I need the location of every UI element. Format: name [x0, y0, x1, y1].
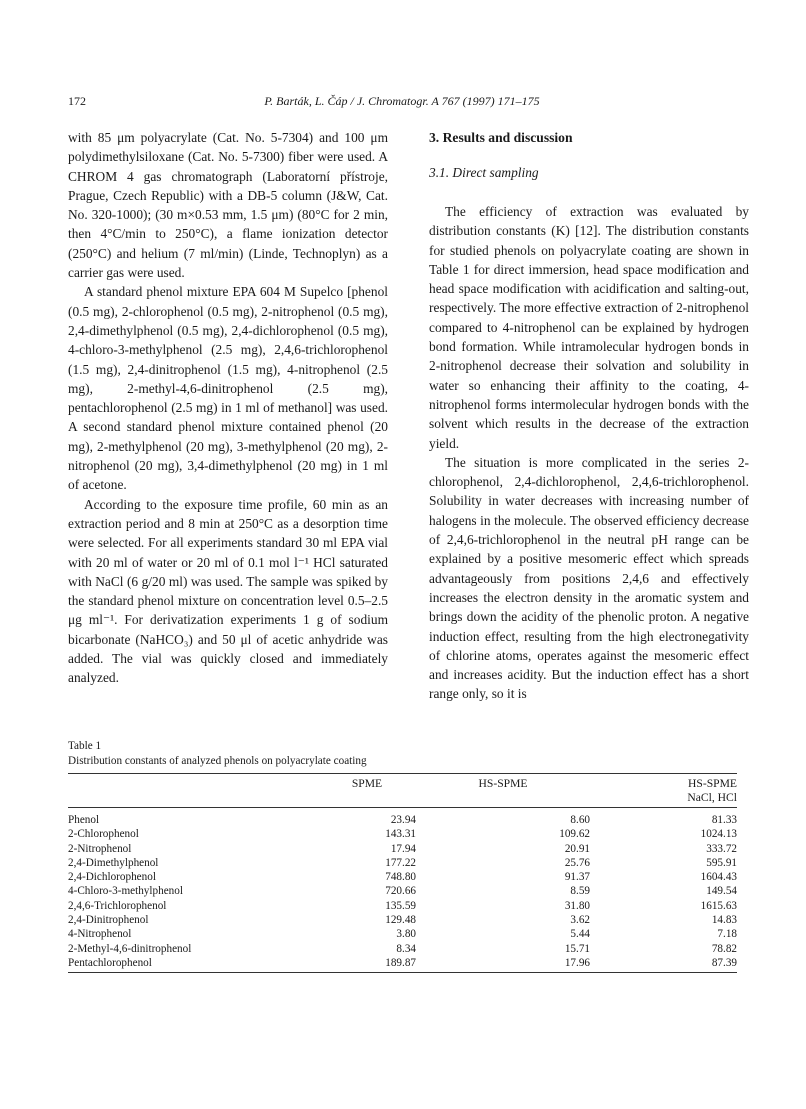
paragraph: with 85 μm polyacrylate (Cat. No. 5-7304) and 100 μm polydimethylsiloxane (Cat. No. 5-7300) fiber were used. A CHROM 4 gas chromatograph (Laboratorní přístroje, Prague, Czech Republic) with a DB-5 column (J&W, Cat. No. 320-1000); (30 m×0.53 mm, 1.5 μm) (80°C for 2 min, then 4°C/min to 250°C), a flame ionization detector (250°C) and helium (7 ml/min) (Linde, Technoplyn) as a carrier gas were used.: [68, 130, 388, 281]
header-line: NaCl, HCl: [687, 791, 737, 804]
spme-cell: 135.59: [385, 899, 416, 912]
hs-spme-nacl-hcl-cell: 149.54: [706, 885, 737, 898]
table-row: [68, 808, 737, 828]
compound-cell: 2-Nitrophenol: [68, 842, 132, 855]
hs-spme-cell: 91.37: [564, 871, 590, 884]
table-row: [68, 956, 737, 973]
hs-spme-nacl-hcl-cell: 1615.63: [700, 899, 737, 912]
table-header-row: [68, 774, 737, 808]
hs-spme-cell: 8.60: [570, 814, 590, 826]
hs-spme-nacl-hcl-cell: 1604.43: [700, 871, 737, 884]
header-spme: SPME: [351, 777, 383, 790]
spme-cell: 143.31: [385, 828, 416, 841]
hs-spme-cell: 109.62: [559, 828, 590, 841]
compound-cell: 4-Nitrophenol: [68, 928, 132, 941]
header-hs-spme: HS-SPME: [478, 777, 528, 790]
hs-spme-cell: 31.80: [564, 899, 590, 912]
paragraph: The situation is more complicated in the series 2-chlorophenol, 2,4-dichlorophenol, 2,4,6-trichlorophenol. Solubility in water decreases with increasing number of halogens in the molecule. The observed efficiency decrease of 2,4,6-trichlorophenol in the neutral pH range can be explained by a positive mesomeric effect which spreads advantageously from positions 2,4,6 and effectively increases the electron density in the aromatic system and brings down the acidity of the phenolic proton. A negative induction effect, resulting from the high electronegativity of chlorine atoms, operates against the mesomeric effect and increases acidity. But the induction effect has a short range only, so it is: [429, 454, 749, 702]
page-header: [68, 94, 736, 110]
table-row: [68, 884, 737, 898]
compound-cell: 2,4,6-Trichlorophenol: [68, 899, 167, 912]
header-hs-spme-nacl-hcl: [590, 774, 737, 808]
hs-spme-cell: 20.91: [564, 842, 590, 855]
compound-cell: 2-Methyl-4,6-dinitrophenol: [68, 942, 192, 955]
table-row: [68, 927, 737, 941]
paragraph: The efficiency of extraction was evaluated by distribution constants (K) [12]. The distribution constants for studied phenols on polyacrylate coating are shown in Table 1 for direct immersion, head space modification and head space modification with acidification and salting-out, respectively. The more effective extraction of 2-nitrophenol compared to 4-nitrophenol can be explained by hydrogen bond formation. While intramolecular hydrogen bonds in 2-nitrophenol decrease their solvation and solubility in water so enhancing their affinity to the coating, 4-nitrophenol forms intermolecular hydrogen bonds with the solvent which results in the decrease of the extraction yield.: [429, 204, 749, 451]
left-column: [68, 128, 388, 688]
compound-cell: Phenol: [68, 814, 100, 826]
hs-spme-nacl-hcl-cell: 14.83: [711, 914, 737, 927]
table-row: [68, 913, 737, 927]
compound-cell: 2,4-Dinitrophenol: [68, 914, 149, 927]
hs-spme-nacl-hcl-cell: 1024.13: [700, 828, 737, 841]
spme-cell: 720.66: [385, 885, 416, 898]
running-head: P. Barták, L. Čáp / J. Chromatogr. A 767 (1997) 171–175: [264, 94, 540, 108]
table-row: [68, 899, 737, 913]
table-caption: Distribution constants of analyzed phenols on polyacrylate coating: [68, 755, 367, 767]
compound-cell: 2,4-Dichlorophenol: [68, 871, 156, 884]
spme-cell: 8.34: [396, 942, 416, 955]
spme-cell: 189.87: [385, 956, 416, 969]
compound-cell: Pentachlorophenol: [68, 956, 152, 969]
table-row: [68, 856, 737, 870]
table-row: [68, 870, 737, 884]
compound-cell: 2,4-Dimethylphenol: [68, 856, 159, 869]
page-number: 172: [68, 94, 86, 108]
table-body: [68, 808, 737, 973]
distribution-table: [68, 773, 737, 973]
hs-spme-cell: 17.96: [564, 956, 590, 969]
spme-cell: 177.22: [385, 856, 416, 869]
spme-cell: 129.48: [385, 914, 416, 927]
hs-spme-nacl-hcl-cell: 81.33: [711, 814, 737, 826]
paragraph: A standard phenol mixture EPA 604 M Supelco [phenol (0.5 mg), 2-chlorophenol (0.5 mg), 2-nitrophenol (0.5 mg), 2,4-dimethylphenol (0.5 mg), 2,4-dichlorophenol (0.5 mg), 4-chloro-3-methylphenol (2.5 mg), 2,4,6-trichlorophenol (1.5 mg), 2,4-dinitrophenol (1.5 mg), 4-nitrophenol (2.5 mg), 2-methyl-4,6-dinitrophenol (2.5 mg), pentachlorophenol (2.5 mg) in 1 ml of methanol] was used. A second standard phenol mixture contained phenol (20 mg), 2-methylphenol (20 mg), 3-methylphenol (20 mg), 2-nitrophenol (20 mg), 3,4-dimethylphenol (20 mg) in 1 ml of acetone.: [68, 284, 388, 493]
paragraph: According to the exposure time profile, 60 min as an extraction period and 8 min at 250°C as a desorption time were selected. For all experiments standard 30 ml EPA vial with 20 ml of water or 20 ml of 0.1 mol l⁻¹ HCl saturated with NaCl (6 g/20 ml) was used. The sample was spiked by the standard phenol mixture on concentration level 0.5–2.5 μg ml⁻¹. For derivatization experiments 1 g of sodium bicarbonate (NaHCO₃) and 50 μl of acetic anhydride was added. The vial was quickly closed and immediately analyzed.: [68, 496, 388, 686]
hs-spme-nacl-hcl-cell: 87.39: [711, 956, 737, 969]
hs-spme-cell: 3.62: [570, 914, 590, 927]
compound-cell: 2-Chlorophenol: [68, 828, 139, 841]
hs-spme-nacl-hcl-cell: 78.82: [711, 942, 737, 955]
hs-spme-nacl-hcl-cell: 595.91: [706, 856, 737, 869]
table-row: [68, 827, 737, 841]
spme-cell: 23.94: [390, 814, 416, 826]
header-line: HS-SPME: [688, 777, 737, 790]
table-label: Table 1: [68, 740, 102, 752]
table-row: [68, 942, 737, 956]
subsection-heading: 3.1. Direct sampling: [429, 165, 539, 180]
hs-spme-cell: 25.76: [564, 856, 590, 869]
header-compound: [68, 774, 318, 808]
spme-cell: 3.80: [396, 928, 416, 941]
hs-spme-nacl-hcl-cell: 7.18: [717, 928, 737, 941]
table-1: [68, 739, 737, 973]
table-row: [68, 842, 737, 856]
section-heading: 3. Results and discussion: [429, 130, 573, 145]
hs-spme-cell: 15.71: [564, 942, 590, 955]
spme-cell: 748.80: [385, 871, 416, 884]
hs-spme-cell: 5.44: [570, 928, 590, 941]
spme-cell: 17.94: [390, 842, 416, 855]
right-column: [429, 128, 749, 704]
hs-spme-cell: 8.59: [570, 885, 590, 898]
compound-cell: 4-Chloro-3-methylphenol: [68, 885, 183, 898]
hs-spme-nacl-hcl-cell: 333.72: [706, 842, 737, 855]
